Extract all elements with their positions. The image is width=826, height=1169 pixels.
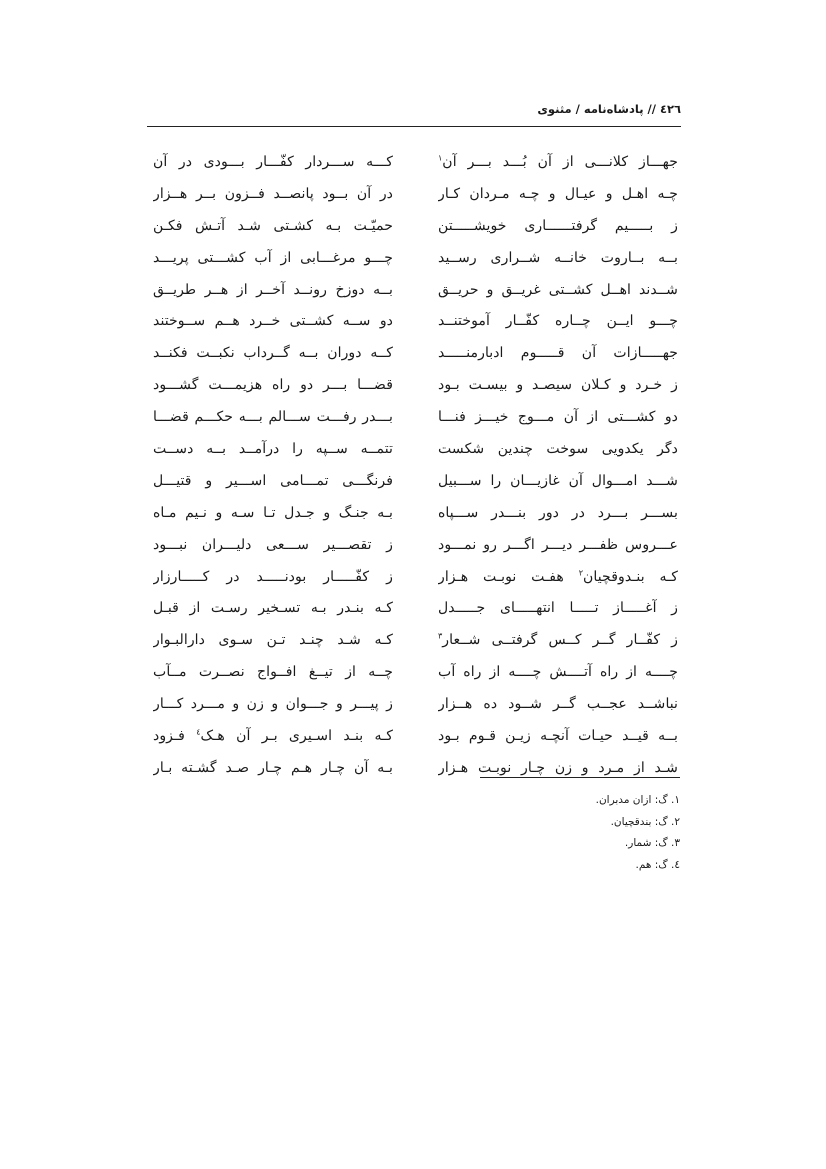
verse-text: چـــو مرغـــابی از آب کشـــتی پریـــد — [153, 249, 393, 266]
left-verse-line — [153, 498, 393, 530]
header-title: ٤٢٦ // پادشاه‌نامه / مثنوی — [537, 102, 681, 116]
right-verse-line — [438, 562, 678, 594]
right-verse-line — [438, 434, 678, 466]
verse-text: چــه از تیــغ افــواج نصــرت مــآب — [153, 664, 393, 681]
verse-text: بــه قیــد حیـات آنچـه زیـن قـوم بـود — [438, 728, 678, 745]
verse-text: بـــدر رفـــت ســـالم بـــه حکـــم قضـــا — [153, 409, 393, 426]
verse-text: دگر یکدویی سوخت چندین شکست — [438, 441, 678, 458]
header-divider — [147, 126, 681, 127]
verse-text: چـه اهـل و عیـال و چـه مـردان کـار — [438, 185, 678, 202]
verse-text: ز کفّــار گــر کــس گرفتــی شــعار — [442, 632, 678, 649]
left-verse-line — [153, 689, 393, 721]
right-verse-line — [438, 402, 678, 434]
verse-text: عـــروس ظفـــر دیـــر اگـــر رو نمـــود — [438, 536, 678, 553]
right-verse-line — [438, 689, 678, 721]
right-verse-line — [438, 179, 678, 211]
left-verse-line — [153, 721, 393, 753]
footnote-marker: ١ — [438, 153, 443, 163]
footnotes — [480, 790, 680, 876]
verse-text: تتمــه ســپه را درآمــد بــه دســت — [153, 441, 393, 458]
left-verse-line — [153, 211, 393, 243]
left-verse-line — [153, 275, 393, 307]
verse-text: بــه دوزخ رونــد آخــر از هــر طریــق — [153, 281, 393, 298]
verse-text: در آن بــود پانصــد فــزون بــر هــزار — [153, 185, 393, 202]
verse-text: ز خـرد و کـلان سیصـد و بیسـت بـود — [438, 377, 678, 394]
left-verse-line — [153, 370, 393, 402]
left-verse-line — [153, 147, 393, 179]
verse-text: حمیّـت بـه کشـتی شـد آتـش فکـن — [153, 217, 393, 234]
verse-text: بـه جنـگ و جـدل تـا سـه و نـیم مـاه — [153, 504, 393, 521]
verse-text-tail: هفـت نوبـت هـزار — [438, 568, 579, 585]
verse-text: فرنگـــی تمـــامی اســـیر و قتیـــل — [153, 472, 393, 489]
verse-text: کـه بنـدر بـه تسـخیر رسـت از قبـل — [153, 600, 393, 617]
left-verse-line — [153, 657, 393, 689]
verse-text: چـــو ایــن چــاره کفّــار آموختنــد — [438, 313, 678, 330]
verse-text: قضـــا بـــر دو راه هزیمـــت گشـــود — [153, 377, 393, 394]
left-verse-line — [153, 338, 393, 370]
verse-text: بــه بــاروت خانــه شــراری رســید — [438, 249, 678, 266]
verse-text: ز پیـــر و جـــوان و زن و مـــرد کـــار — [153, 696, 393, 713]
right-verse-line — [438, 338, 678, 370]
right-verse-line — [438, 243, 678, 275]
left-verse-line — [153, 593, 393, 625]
footnote-item: ٣. گ: شمار. — [624, 837, 680, 849]
right-verse-line — [438, 211, 678, 243]
verse-text: شـد از مـرد و زن چـار نوبـت هـزار — [438, 759, 678, 776]
footnote-marker: ٢ — [578, 567, 584, 577]
verse-text: دو ســه کشــتی خــرد هــم ســوختند — [153, 313, 393, 330]
verse-text: نباشــد عجــب گــر شــود ده هــزار — [438, 696, 678, 713]
verse-text: چــــه از راه آتــــش چــــه از راه آب — [438, 664, 678, 681]
right-verse-line — [438, 147, 678, 179]
verse-text: ز آغـــــاز تـــــا انتهـــــای جـــــدل — [438, 600, 678, 617]
left-verse-line — [153, 402, 393, 434]
left-verse-line — [153, 434, 393, 466]
footnote-item: ٤. گ: هم. — [635, 858, 680, 871]
right-verse-line — [438, 657, 678, 689]
right-verse-line — [438, 466, 678, 498]
verse-text: بســـر بـــرد در دور بنـــدر ســـپاه — [438, 504, 678, 521]
footnote-marker: ٤ — [196, 727, 201, 737]
right-verse-line — [438, 530, 678, 562]
verse-text: بـه آن چـار هـم چـار صـد گشـته بـار — [153, 759, 393, 776]
verse-text: کـه بنـد اسـیری بـر آن هـک — [200, 728, 393, 745]
left-verse-line — [153, 530, 393, 562]
footnote-item: ٢. گ: بندقچیان. — [610, 815, 680, 828]
right-verse-line — [438, 370, 678, 402]
verse-text-tail: فـزود — [153, 728, 197, 745]
footnote-item: ١. گ: ازان مدبران. — [595, 794, 680, 806]
right-verse-line — [438, 753, 678, 785]
right-verse-line — [438, 498, 678, 530]
running-header — [147, 102, 681, 126]
right-verse-line — [438, 721, 678, 753]
verse-text: ز کفّـــــار بودنـــــد در کـــــارزار — [153, 568, 393, 585]
left-verse-line — [153, 562, 393, 594]
verse-text: ز بـــــیم گرفتــــــاری خویشـــــتن — [438, 217, 678, 234]
verse-text: کـه بنـدوقچیان — [583, 568, 678, 585]
right-verse-line — [438, 625, 678, 657]
verse-text: دو کشـــتی از آن مـــوج خیـــز فنـــا — [438, 409, 678, 426]
right-verse-column — [438, 147, 678, 785]
left-verse-column — [153, 147, 393, 785]
verse-text: کــه دوران بــه گــرداب نکبــت فکنــد — [153, 345, 393, 362]
left-verse-line — [153, 306, 393, 338]
verse-text: کـــه ســـردار کفّـــار بـــودی در آن — [153, 154, 393, 170]
left-verse-line — [153, 243, 393, 275]
right-verse-line — [438, 275, 678, 307]
verse-text: شـــد امـــوال آن غازیـــان را ســـبیل — [438, 472, 678, 489]
footnote-divider — [480, 777, 680, 778]
verse-text: کـه شـد چنـد تـن سـوی دارالبـوار — [153, 632, 393, 649]
verse-text: ز تقصـــیر ســـعی دلیـــران نبـــود — [153, 536, 393, 553]
left-verse-line — [153, 179, 393, 211]
left-verse-line — [153, 753, 393, 785]
footnote-marker: ٣ — [438, 631, 443, 641]
right-verse-line — [438, 306, 678, 338]
verse-text: جهـــاز کلانـــی از آن بُـــد بـــر آن — [442, 154, 678, 170]
left-verse-line — [153, 625, 393, 657]
verse-text: جهـــــازات آن قـــــوم ادبارمنـــــد — [438, 345, 678, 362]
left-verse-line — [153, 466, 393, 498]
verse-text: شــدند اهــل کشــتی غریــق و حریــق — [438, 281, 678, 298]
right-verse-line — [438, 593, 678, 625]
